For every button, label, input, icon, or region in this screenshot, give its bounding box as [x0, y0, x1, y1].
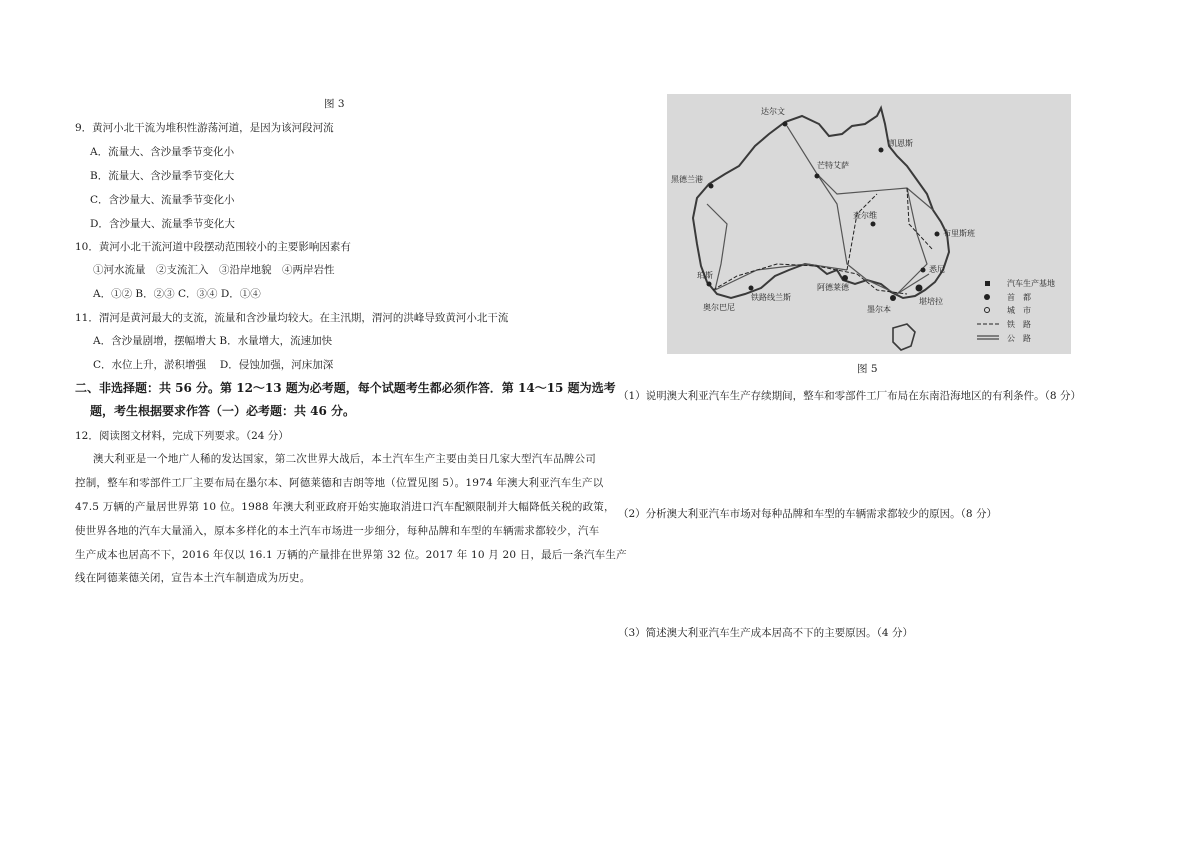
q10-options: A．①② B．②③ C．③④ D．①④ — [93, 288, 261, 300]
city-label-canberra: 堪培拉 — [919, 297, 943, 306]
q11-options-line1: A．含沙量剧增，摆幅增大 B．水量增大，流速加快 — [93, 335, 333, 347]
q9-option-b: B．流量大、含沙量季节变化大 — [90, 170, 235, 182]
city-label-hedland: 黑德兰港 — [671, 175, 703, 184]
passage-line-3: 47.5 万辆的产量居世界第 10 位。1988 年澳大利亚政府开始实施取消进口汽车配额限制并大幅降低关税的政策， — [75, 501, 615, 513]
figure-5-caption: 图 5 — [857, 363, 878, 375]
city-label-brisbane: 布里斯班 — [943, 229, 975, 238]
section-2-heading-line2: 题，考生根据要求作答（一）必考题：共 46 分。 — [90, 404, 356, 418]
city-label-darwin: 达尔文 — [761, 107, 785, 116]
q10-stem: 10．黄河小北干流河道中段摆动范围较小的主要影响因素有 — [75, 241, 351, 253]
legend-city: 城 市 — [1007, 306, 1031, 315]
q12-subquestion-2: （2）分析澳大利亚汽车市场对每种品牌和车型的车辆需求都较少的原因。（8 分） — [618, 508, 997, 520]
q12-subquestion-3: （3）简述澳大利亚汽车生产成本居高不下的主要原因。（4 分） — [618, 627, 913, 639]
q11-options-line2: C．水位上升，淤积增强 D．侵蚀加强，河床加深 — [93, 359, 334, 371]
q12-stem: 12．阅读图文材料，完成下列要求。（24 分） — [75, 430, 289, 442]
city-label-charleville: 查尔维 — [853, 211, 877, 220]
q9-option-d: D．含沙量大、流量季节变化大 — [90, 218, 235, 230]
australia-map-figure-5 — [667, 94, 1071, 354]
city-label-melbourne: 墨尔本 — [867, 305, 891, 314]
passage-line-5: 生产成本也居高不下，2016 年仅以 16.1 万辆的产量排在世界第 32 位。2017 年 10 月 20 日，最后一条汽车生产 — [75, 549, 627, 561]
passage-line-2: 控制，整车和零部件工厂主要布局在墨尔本、阿德莱德和吉朗等地（位置见图 5）。1974 年澳大利亚汽车生产以 — [75, 477, 604, 489]
q9-option-a: A．流量大、含沙量季节变化小 — [90, 146, 235, 158]
tasmania-outline — [893, 324, 915, 350]
section-2-heading-line1: 二、非选择题：共 56 分。第 12～13 题为必考题，每个试题考生都必须作答．第 14～15 题为选考 — [75, 381, 616, 395]
city-label-cairns: 凯恩斯 — [889, 139, 913, 148]
city-label-albany: 奥尔巴尼 — [703, 303, 735, 312]
city-markers — [707, 122, 940, 302]
legend-road: 公 路 — [1007, 334, 1031, 343]
q9-option-c: C．含沙量大、流量季节变化小 — [90, 194, 235, 206]
legend-railway: 铁 路 — [1007, 320, 1031, 329]
city-label-mtisa: 芒特艾萨 — [817, 161, 849, 170]
q11-stem: 11．渭河是黄河最大的支流，流量和含沙量均较大。在主汛期，渭河的洪峰导致黄河小北干流 — [75, 312, 509, 324]
city-label-adelaide: 阿德莱德 — [817, 283, 849, 292]
figure-3-caption: 图 3 — [324, 98, 345, 110]
q12-subquestion-1: （1）说明澳大利亚汽车生产存续期间，整车和零部件工厂布局在东南沿海地区的有利条件。（8 分） — [618, 390, 1081, 402]
passage-line-6: 线在阿德莱德关闭，宣告本土汽车制造成为历史。 — [75, 572, 311, 584]
q10-items: ①河水流量 ②支流汇入 ③沿岸地貌 ④两岸岩性 — [93, 264, 335, 276]
city-label-perth: 珀斯 — [697, 271, 713, 280]
q9-stem: 9．黄河小北干流为堆积性游荡河道，是因为该河段河流 — [75, 122, 334, 134]
city-label-kalgoorlie: 铁路线兰斯 — [751, 293, 791, 302]
legend-base: 汽车生产基地 — [1007, 279, 1055, 288]
railways — [713, 188, 933, 294]
passage-line-1: 澳大利亚是一个地广人稀的发达国家，第二次世界大战后，本土汽车生产主要由美日几家大型汽车品牌公司 — [93, 453, 596, 465]
passage-line-4: 使世界各地的汽车大量涌入，原本多样化的本土汽车市场进一步细分，每种品牌和车型的车辆需求都较少，汽车 — [75, 525, 600, 537]
legend-capital: 首 都 — [1007, 293, 1031, 302]
city-label-sydney: 悉尼 — [929, 265, 945, 274]
map-legend — [977, 278, 1055, 343]
